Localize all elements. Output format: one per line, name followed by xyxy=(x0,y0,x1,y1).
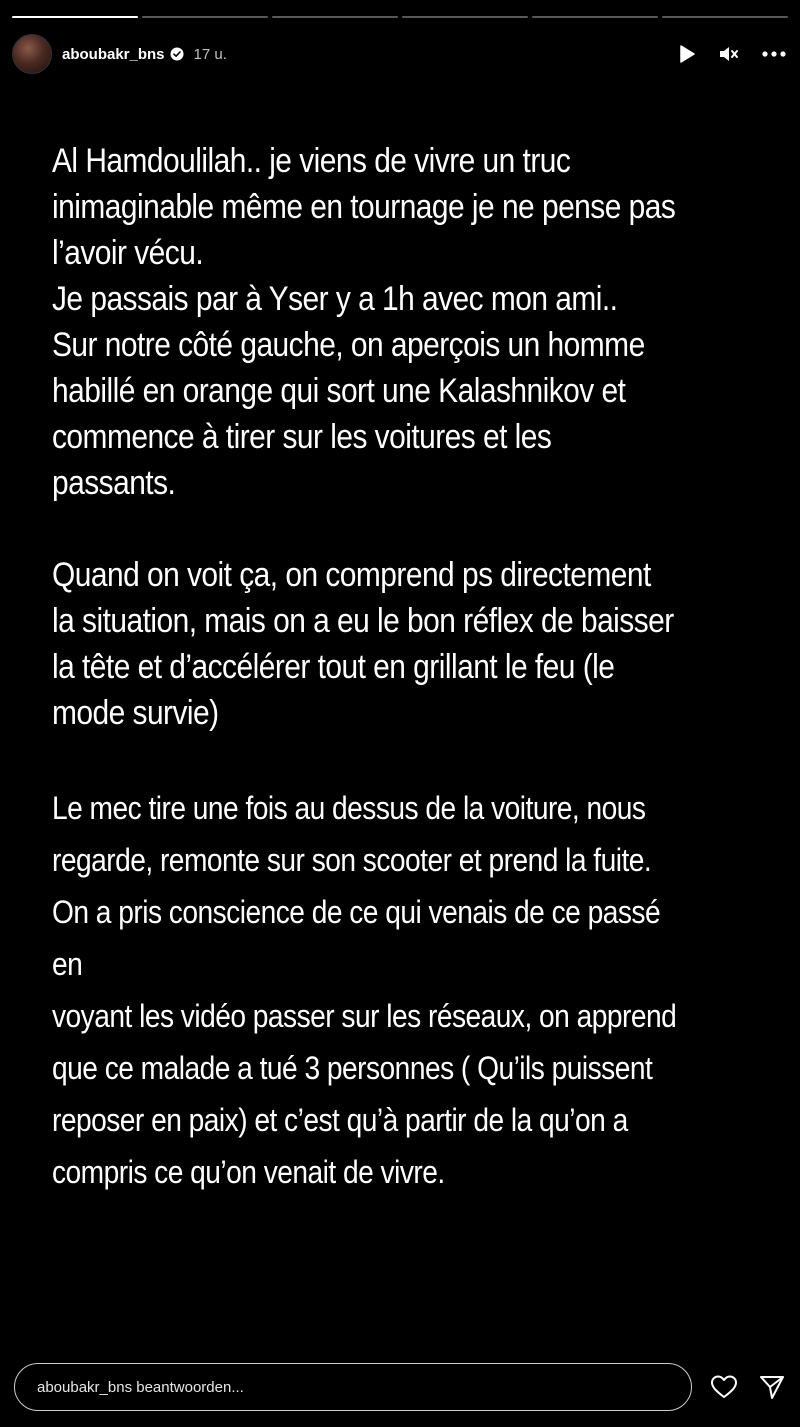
story-paragraph: Al Hamdoulilah.. je viens de vivre un truc inimaginable même en tournage je ne pense pas l’avoir vécu. Je passais par à Yser y a 1h avec mon ami.. Sur notre côté gauche, on aperçois un homme habillé en orange qui sort une Kalashnikov et commence à tirer sur les voitures et les passants. xyxy=(52,142,676,502)
story-header xyxy=(12,34,786,74)
story-paragraph: Le mec tire une fois au dessus de la voiture, nous regarde, remonte sur son scooter et prend la fuite. On a pris conscience de ce qui venais de ce passé en voyant les vidéo passer sur les réseaux, on apprend que ce malade a tué 3 personnes ( Qu’ils puissent reposer en paix) et c’est qu’à partir de la qu’on a compris ce qu’on venait de vivre. xyxy=(52,790,677,1190)
avatar[interactable] xyxy=(12,34,52,74)
progress-segment xyxy=(662,16,788,18)
story-footer xyxy=(14,1362,786,1412)
more-horizontal-icon[interactable] xyxy=(762,51,786,57)
verified-badge-icon xyxy=(170,47,184,61)
progress-segment xyxy=(12,16,138,18)
progress-segment xyxy=(272,16,398,18)
send-icon[interactable] xyxy=(758,1373,786,1401)
story-progress-bar xyxy=(12,16,788,18)
speaker-muted-icon[interactable] xyxy=(718,44,740,64)
progress-segment xyxy=(402,16,528,18)
heart-icon[interactable] xyxy=(710,1374,738,1400)
story-text xyxy=(52,138,686,1198)
progress-segment xyxy=(532,16,658,18)
progress-segment xyxy=(142,16,268,18)
username[interactable]: aboubakr_bns xyxy=(62,45,165,63)
reply-input[interactable] xyxy=(14,1363,692,1411)
story-paragraph: Quand on voit ça, on comprend ps directement la situation, mais on a eu le bon réflex de baisser la tête et d’accélérer tout en grillant le feu (le mode survie) xyxy=(52,556,674,732)
timestamp: 17 u. xyxy=(193,45,227,63)
play-icon[interactable] xyxy=(678,44,696,64)
